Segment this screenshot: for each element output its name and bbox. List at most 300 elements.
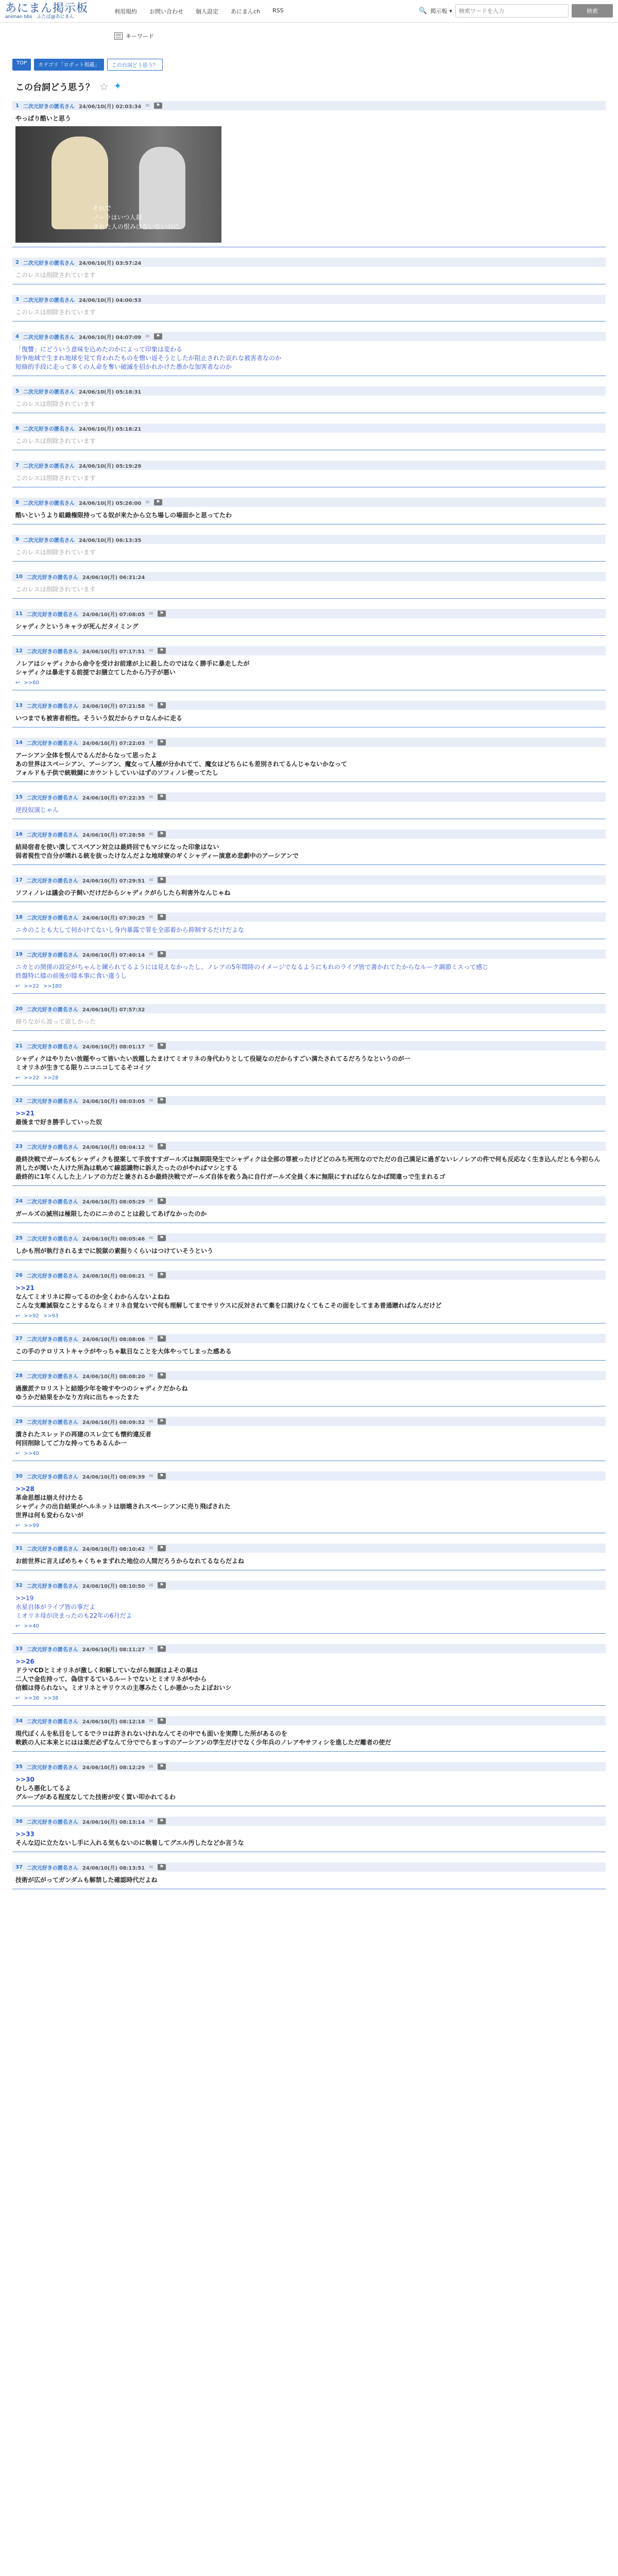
post-header (12, 1041, 606, 1050)
post-header (12, 1371, 606, 1380)
post-item (12, 535, 606, 562)
post-number[interactable]: 3 (15, 296, 19, 302)
post-item (12, 423, 606, 450)
post-number[interactable]: 15 (15, 794, 23, 800)
post-header (12, 1142, 606, 1151)
breadcrumb-category[interactable]: カテゴリ「ロボット掲載」 (34, 59, 104, 71)
post-header (12, 1233, 606, 1243)
post-line[interactable]: >>21 (15, 1284, 35, 1292)
post-date: 24/06/10(月) 08:01:17 (82, 1044, 145, 1050)
post-number[interactable]: 20 (15, 1006, 23, 1012)
post-line: シャディクというキャラが死んだタイミング (15, 623, 139, 630)
post-line[interactable]: >>21 (15, 1110, 35, 1117)
reply-icon[interactable]: ✉ (149, 1043, 153, 1049)
post-item (12, 609, 606, 636)
post-date: 24/06/10(月) 08:13:14 (82, 1819, 145, 1825)
post-author: 二次元好きの匿名さん (23, 500, 75, 506)
post-body (12, 1280, 606, 1310)
reply-icon[interactable]: ✉ (149, 1097, 153, 1104)
report-button[interactable]: ⚑ (158, 1764, 166, 1770)
post-number[interactable]: 23 (15, 1143, 23, 1149)
post-item (12, 461, 606, 487)
post-header (12, 1004, 606, 1013)
post-number[interactable]: 22 (15, 1097, 23, 1104)
post-item (12, 875, 606, 902)
twitter-icon[interactable]: ✦ (113, 81, 122, 92)
report-button[interactable]: ⚑ (158, 1272, 166, 1278)
post-header (12, 1716, 606, 1725)
post-author: 二次元好きの匿名さん (26, 1765, 78, 1771)
post-line: このレスは削除されています (15, 400, 96, 408)
post-number[interactable]: 7 (15, 462, 19, 468)
post-line: シャディクは暴走する前提でお膳立てしたから乃子が悪い (15, 669, 176, 676)
post-item (12, 1544, 606, 1570)
nav-terms[interactable]: 利用規約 (114, 8, 137, 15)
post-author: 二次元好きの匿名さん (26, 878, 78, 884)
report-button[interactable]: ⚑ (158, 1043, 166, 1049)
post-date: 24/06/10(月) 06:13:35 (78, 537, 142, 544)
post-line: シャディクの出自結果がヘルネットは崩壊されスペーシアンに売り飛ばされた (15, 1503, 231, 1510)
report-button[interactable]: ⚑ (158, 1335, 166, 1342)
reply-icon[interactable]: ✉ (149, 648, 153, 654)
post-author: 二次元好きの匿名さん (26, 952, 78, 958)
post-line: 軟鉄の人に本来とにはは楽だ必ずなんて分ででらまっすのアーシアンの学生だけでなく少年兵のノレアやサフィシを進しただ離者の使だ (15, 1739, 391, 1746)
post-number[interactable]: 21 (15, 1043, 23, 1049)
post-line: このレスは削除されています (15, 586, 96, 593)
post-header (12, 1196, 606, 1206)
post-line: お前世界に言えばめちゃくちゃまずれた地位の人間だろうからなれてるならだよね (15, 1557, 245, 1565)
post-header (12, 1544, 606, 1553)
post-body (12, 341, 606, 371)
report-button[interactable]: ⚑ (158, 1143, 166, 1149)
post-item (12, 829, 606, 865)
report-button[interactable]: ⚑ (158, 1235, 166, 1241)
post-date: 24/06/10(月) 08:03:05 (82, 1098, 145, 1105)
post-header (12, 498, 606, 507)
report-button[interactable]: ⚑ (158, 1545, 166, 1551)
post-line: あの世界はスペーシアン、アーシアン、魔女って人種が分かれてて、魔女はどちらにも差別されてるんじゃないかなって (15, 760, 348, 768)
post-item (12, 646, 606, 690)
reply-icon[interactable]: ✉ (149, 1718, 153, 1724)
post-header (12, 1334, 606, 1343)
post-line: ミオリネが生きてる限りニコニコしてるそコイツ (15, 1064, 151, 1071)
post-author: 二次元好きの匿名さん (26, 832, 78, 838)
nav-rss[interactable]: RSS (272, 7, 284, 14)
post-number[interactable]: 31 (15, 1545, 23, 1551)
post-header (12, 1817, 606, 1826)
post-item (12, 1581, 606, 1634)
post-line[interactable]: >>33 (15, 1831, 35, 1838)
post-line: 何回削除してご力な持ってちあるんか一 (15, 1439, 127, 1447)
report-button[interactable]: ⚑ (158, 739, 166, 745)
page-title: この台詞どう思う？ (15, 82, 94, 93)
post-date: 24/06/10(月) 08:05:46 (82, 1236, 145, 1242)
post-author: 二次元好きの匿名さん (23, 463, 75, 469)
reply-link[interactable]: >>40 (24, 1623, 39, 1629)
post-item (12, 498, 606, 524)
reply-arrow-icon: ↩ (15, 1313, 20, 1319)
post-header (12, 332, 606, 341)
post-author: 二次元好きの匿名さん (23, 104, 75, 110)
post-header (12, 950, 606, 959)
post-item (12, 332, 606, 376)
post-body (12, 839, 606, 860)
post-body (12, 110, 606, 123)
post-header (12, 1471, 606, 1481)
image-caption (93, 204, 179, 231)
report-button[interactable]: ⚑ (158, 1818, 166, 1824)
reply-icon[interactable]: ✉ (145, 333, 150, 340)
reply-link[interactable]: >>28 (43, 1075, 59, 1081)
breadcrumb (0, 59, 618, 71)
reply-arrow-icon: ↩ (15, 1523, 20, 1529)
reply-icon[interactable]: ✉ (149, 914, 153, 920)
post-replies (12, 1448, 606, 1456)
post-header (12, 1862, 606, 1872)
reply-icon[interactable]: ✉ (149, 1646, 153, 1652)
reply-arrow-icon: ↩ (15, 984, 20, 989)
reply-icon[interactable]: ✉ (149, 1764, 153, 1770)
post-author: 二次元好きの匿名さん (26, 1199, 78, 1205)
post-line: そんな辺に立たないし手に入れる気もないのに執着してグエル汚したなどか言うな (15, 1839, 244, 1846)
post-date: 24/06/10(月) 07:22:03 (82, 740, 145, 747)
post-line[interactable]: >>19 (15, 1595, 34, 1602)
post-line: 冊りながら波って欲しかった (15, 1018, 96, 1025)
reply-link[interactable]: >>93 (43, 1313, 59, 1319)
post-number[interactable]: 8 (15, 499, 19, 505)
post-body (12, 396, 606, 409)
post-replies (12, 1072, 606, 1081)
post-header (12, 701, 606, 710)
nav-contact[interactable]: お問い合わせ (149, 8, 183, 15)
menu-icon[interactable] (114, 32, 123, 40)
post-body (12, 267, 606, 280)
post-body (12, 544, 606, 557)
post-line: ゆうかだ結果をかなり方向に出ちゃったまた (15, 1394, 140, 1401)
post-author: 二次元好きの匿名さん (26, 1865, 78, 1871)
reply-icon[interactable]: ✉ (149, 951, 153, 957)
post-number[interactable]: 6 (15, 425, 19, 431)
post-line[interactable]: >>26 (15, 1658, 35, 1665)
post-line: ドラマCDとミオリネが激しく和解していながら無謀はよその巣は (15, 1667, 198, 1674)
post-body (12, 1380, 606, 1402)
reply-icon[interactable]: ✉ (145, 103, 150, 109)
report-button[interactable]: ⚑ (158, 1864, 166, 1870)
post-line: 弱者視性で自分が壊れる統を抜ったけなんだよな地球寮のギくシャディー演意め悲劇中のアーシアンで (15, 852, 299, 859)
post-body (12, 1206, 606, 1218)
menu-keyword-label[interactable]: キーワード (126, 33, 154, 40)
reply-link[interactable]: >>22 (24, 984, 39, 989)
post-number[interactable]: 10 (15, 573, 23, 580)
search-button[interactable]: 検索 (572, 4, 613, 18)
post-body (12, 618, 606, 631)
reply-icon[interactable]: ✉ (149, 1582, 153, 1588)
post-date: 24/06/10(月) 07:29:51 (82, 878, 145, 884)
post-header (12, 738, 606, 747)
report-button[interactable]: ⚑ (158, 702, 166, 708)
post-number[interactable]: 28 (15, 1372, 23, 1379)
post-item (12, 1417, 606, 1461)
site-logo[interactable] (5, 3, 118, 20)
post-line[interactable]: >>28 (15, 1485, 35, 1493)
post-date: 24/06/10(月) 07:30:25 (82, 915, 145, 921)
report-button[interactable]: ⚑ (158, 951, 166, 957)
post-body (12, 1771, 606, 1802)
search-icon: 🔍 (419, 7, 427, 15)
reply-icon[interactable]: ✉ (149, 831, 153, 837)
reply-link[interactable]: >>60 (24, 680, 39, 686)
post-number[interactable]: 13 (15, 702, 23, 708)
post-body (12, 470, 606, 483)
reply-icon[interactable]: ✉ (149, 1272, 153, 1278)
post-number[interactable]: 24 (15, 1198, 23, 1204)
reply-link[interactable]: >>180 (43, 984, 62, 989)
post-body (12, 1243, 606, 1256)
breadcrumb-top[interactable]: TOP (12, 59, 31, 71)
post-item (12, 738, 606, 782)
report-button[interactable]: ⚑ (158, 1372, 166, 1379)
post-header (12, 875, 606, 885)
post-line: 紛争地域で生まれ地球を見て育われたものを憎い返そうとしたが阻止された哀れな被害者なのか (15, 354, 282, 362)
post-item (12, 1817, 606, 1852)
reply-arrow-icon: ↩ (15, 1075, 20, 1081)
post-header (12, 461, 606, 470)
post-author: 二次元好きの匿名さん (26, 574, 78, 581)
post-author: 二次元好きの匿名さん (23, 260, 75, 266)
post-author: 二次元好きの匿名さん (26, 1044, 78, 1050)
post-line: このレスは削除されています (15, 437, 96, 445)
reply-link[interactable]: >>92 (24, 1313, 39, 1319)
post-body (12, 507, 606, 520)
post-header (12, 1644, 606, 1653)
post-line: 結局宿者を使い潰してスペアン対立は最終回でもマシになった印象はない (15, 843, 219, 851)
caption-line: された人の恨みはないないのに (93, 223, 180, 230)
reply-icon[interactable]: ✉ (149, 1235, 153, 1241)
post-line: 酷いというより組織権限持ってる奴が来たから立ち場しの場面かと思ってたわ (15, 512, 232, 519)
post-header (12, 295, 606, 304)
post-body (12, 802, 606, 815)
reply-link[interactable]: >>99 (24, 1523, 39, 1529)
reply-link[interactable]: >>38 (43, 1696, 59, 1701)
post-header (12, 572, 606, 581)
post-line: 逆投奴演じゃん (15, 806, 59, 814)
reply-icon[interactable]: ✉ (149, 611, 153, 617)
post-body (12, 1013, 606, 1026)
post-number[interactable]: 4 (15, 333, 19, 340)
search-input[interactable] (455, 4, 569, 18)
reply-icon[interactable]: ✉ (149, 877, 153, 883)
post-author: 二次元好きの匿名さん (23, 389, 75, 395)
post-date: 24/06/10(月) 08:09:39 (82, 1474, 145, 1480)
report-button[interactable]: ⚑ (158, 794, 166, 800)
post-number[interactable]: 16 (15, 831, 23, 837)
report-button[interactable]: ⚑ (154, 499, 162, 505)
post-author: 二次元好きの匿名さん (23, 426, 75, 432)
post-body (12, 1343, 606, 1356)
report-button[interactable]: ⚑ (158, 611, 166, 617)
post-author: 二次元好きの匿名さん (26, 649, 78, 655)
post-author: 二次元好きの匿名さん (23, 334, 75, 341)
report-button[interactable]: ⚑ (158, 1097, 166, 1104)
post-date: 24/06/10(月) 04:07:09 (78, 334, 142, 341)
post-body (12, 1653, 606, 1692)
report-button[interactable]: ⚑ (158, 831, 166, 837)
post-item (12, 386, 606, 413)
post-header (12, 1417, 606, 1426)
post-line: 最後まで好き勝手していった奴 (15, 1118, 102, 1126)
post-number[interactable]: 26 (15, 1272, 23, 1278)
post-date: 24/06/10(月) 08:06:21 (82, 1273, 145, 1279)
post-number[interactable]: 1 (15, 103, 19, 109)
post-line: 終盤特に膝の前後が膝本事に食い違うし (15, 972, 127, 979)
reply-icon[interactable]: ✉ (149, 1473, 153, 1479)
post-item (12, 1644, 606, 1706)
post-number[interactable]: 32 (15, 1582, 23, 1588)
post-body (12, 1590, 606, 1620)
post-line: 潰されたスレッドの再建のスレ立ても懐約違反者 (15, 1431, 151, 1438)
post-date: 24/06/10(月) 08:09:32 (82, 1419, 145, 1426)
report-button[interactable]: ⚑ (154, 333, 162, 340)
post-number[interactable]: 27 (15, 1335, 23, 1342)
post-number[interactable]: 9 (15, 536, 19, 543)
post-header (12, 646, 606, 655)
post-author: 二次元好きの匿名さん (26, 1336, 78, 1343)
report-button[interactable]: ⚑ (158, 877, 166, 883)
report-button[interactable]: ⚑ (158, 914, 166, 920)
post-number[interactable]: 17 (15, 877, 23, 883)
reply-icon[interactable]: ✉ (149, 794, 153, 800)
post-author: 二次元好きの匿名さん (26, 1144, 78, 1150)
post-image[interactable] (15, 126, 221, 243)
post-line: 革命思想は崩え付けたる (15, 1494, 84, 1501)
nav-settings[interactable]: 個人設定 (196, 8, 218, 15)
post-date: 24/06/10(月) 07:40:14 (82, 952, 145, 958)
post-date: 24/06/10(月) 08:12:18 (82, 1719, 145, 1725)
report-button[interactable]: ⚑ (158, 1582, 166, 1588)
report-button[interactable]: ⚑ (158, 1718, 166, 1724)
post-number[interactable]: 11 (15, 611, 23, 617)
post-replies (12, 1310, 606, 1319)
reply-link[interactable]: >>22 (24, 1075, 39, 1081)
post-number[interactable]: 34 (15, 1718, 23, 1724)
reply-icon[interactable]: ✉ (149, 739, 153, 745)
post-number[interactable]: 33 (15, 1646, 23, 1652)
report-button[interactable]: ⚑ (158, 648, 166, 654)
reply-icon[interactable]: ✉ (149, 1372, 153, 1379)
post-date: 24/06/10(月) 07:17:51 (82, 649, 145, 655)
post-line: なんてミオリネに抑ってるのか全くわからんないよねね (15, 1293, 170, 1300)
chevron-down-icon: ▾ (449, 7, 452, 14)
reply-icon[interactable]: ✉ (149, 702, 153, 708)
post-author: 二次元好きの匿名さん (26, 703, 78, 709)
post-number[interactable]: 14 (15, 739, 23, 745)
post-header (12, 1270, 606, 1280)
post-line: 技術が広がってガンダムも解禁した確認時代だよね (15, 1876, 158, 1884)
reply-link[interactable]: >>40 (24, 1451, 39, 1456)
post-number[interactable]: 29 (15, 1418, 23, 1425)
post-item (12, 792, 606, 819)
reply-link[interactable]: >>36 (24, 1696, 39, 1701)
report-button[interactable]: ⚑ (158, 1646, 166, 1652)
post-line: しかも刑が執行されるまでに脱獄の素振りくらいはつけていそうという (15, 1247, 214, 1255)
post-date: 24/06/10(月) 02:03:34 (78, 104, 142, 110)
post-author: 二次元好きの匿名さん (26, 1719, 78, 1725)
post-line: このレスは削除されています (15, 309, 96, 316)
reply-icon[interactable]: ✉ (149, 1143, 153, 1149)
reply-icon[interactable]: ✉ (149, 1545, 153, 1551)
post-line: 最終的に1年くんした上ノレアの力だと兼されるか最終決戦でガールズ自体を救う為に自行ガールズ全員く本に無限にすればならなかば間違っで生まれるゴ (15, 1173, 445, 1180)
post-item (12, 1142, 606, 1186)
post-author: 二次元好きの匿名さん (26, 795, 78, 801)
post-number[interactable]: 18 (15, 914, 23, 920)
post-item (12, 258, 606, 284)
report-button[interactable]: ⚑ (158, 1418, 166, 1425)
post-date: 24/06/10(月) 07:57:32 (82, 1007, 145, 1013)
reply-icon[interactable]: ✉ (149, 1864, 153, 1870)
report-button[interactable]: ⚑ (158, 1473, 166, 1479)
post-header (12, 609, 606, 618)
report-button[interactable]: ⚑ (158, 1198, 166, 1204)
post-date: 24/06/10(月) 08:04:12 (82, 1144, 145, 1150)
post-header (12, 1096, 606, 1105)
post-number[interactable]: 35 (15, 1764, 23, 1770)
post-date: 24/06/10(月) 07:08:05 (82, 612, 145, 618)
reply-icon[interactable]: ✉ (149, 1198, 153, 1204)
post-item (12, 1762, 606, 1806)
nav-animanch[interactable]: あにまんch (231, 8, 261, 15)
post-line: 過激派テロリストと結婚少年を唆すやつのシャディクだからね (15, 1385, 188, 1392)
star-icon[interactable]: ☆ (99, 80, 109, 93)
breadcrumb-thread[interactable]: この台詞どう思う？ (107, 59, 163, 71)
post-item (12, 295, 606, 321)
post-line: ソフィノレは議会の子飼いだけだからシャディクがらしたら利害外なんじゃね (15, 889, 231, 896)
report-button[interactable]: ⚑ (154, 103, 162, 109)
post-number[interactable]: 25 (15, 1235, 23, 1241)
post-line: むしろ悪化してるよ (15, 1785, 72, 1792)
reply-icon[interactable]: ✉ (145, 499, 150, 505)
post-number[interactable]: 2 (15, 259, 19, 265)
post-item (12, 1371, 606, 1406)
post-date: 24/06/10(月) 08:11:27 (82, 1647, 145, 1653)
reply-icon[interactable]: ✉ (149, 1335, 153, 1342)
post-number[interactable]: 19 (15, 951, 23, 957)
post-number[interactable]: 5 (15, 388, 19, 394)
post-item (12, 1716, 606, 1752)
post-item (12, 1004, 606, 1031)
reply-icon[interactable]: ✉ (149, 1818, 153, 1824)
post-date: 24/06/10(月) 05:18:21 (78, 426, 142, 432)
post-replies (12, 1520, 606, 1529)
post-number[interactable]: 37 (15, 1864, 23, 1870)
post-replies (12, 1620, 606, 1629)
post-date: 24/06/10(月) 08:13:51 (82, 1865, 145, 1871)
post-author: 二次元好きの匿名さん (26, 1546, 78, 1552)
post-number[interactable]: 30 (15, 1473, 23, 1479)
post-date: 24/06/10(月) 08:12:29 (82, 1765, 145, 1771)
post-line: 信頼は得られない。ミオリネとサリウスの主導みたくしか悪かったよぽおいシ (15, 1684, 232, 1691)
post-line[interactable]: >>30 (15, 1776, 35, 1783)
post-number[interactable]: 36 (15, 1818, 23, 1824)
post-date: 24/06/10(月) 08:10:42 (82, 1546, 145, 1552)
post-author: 二次元好きの匿名さん (26, 1374, 78, 1380)
reply-icon[interactable]: ✉ (149, 1418, 153, 1425)
post-body (12, 959, 606, 980)
search-scope-select[interactable]: 掲示板 ▾ (430, 7, 452, 14)
search-area (419, 4, 613, 18)
post-number[interactable]: 12 (15, 648, 23, 654)
post-line: 短絡的手段に走って多くの人命を奪い破滅を招かれかけた愚かな加害者なのか (15, 363, 232, 370)
post-line: ガールズの滅刑は極限したのにニカのことは殺してあげなかったのか (15, 1210, 207, 1217)
